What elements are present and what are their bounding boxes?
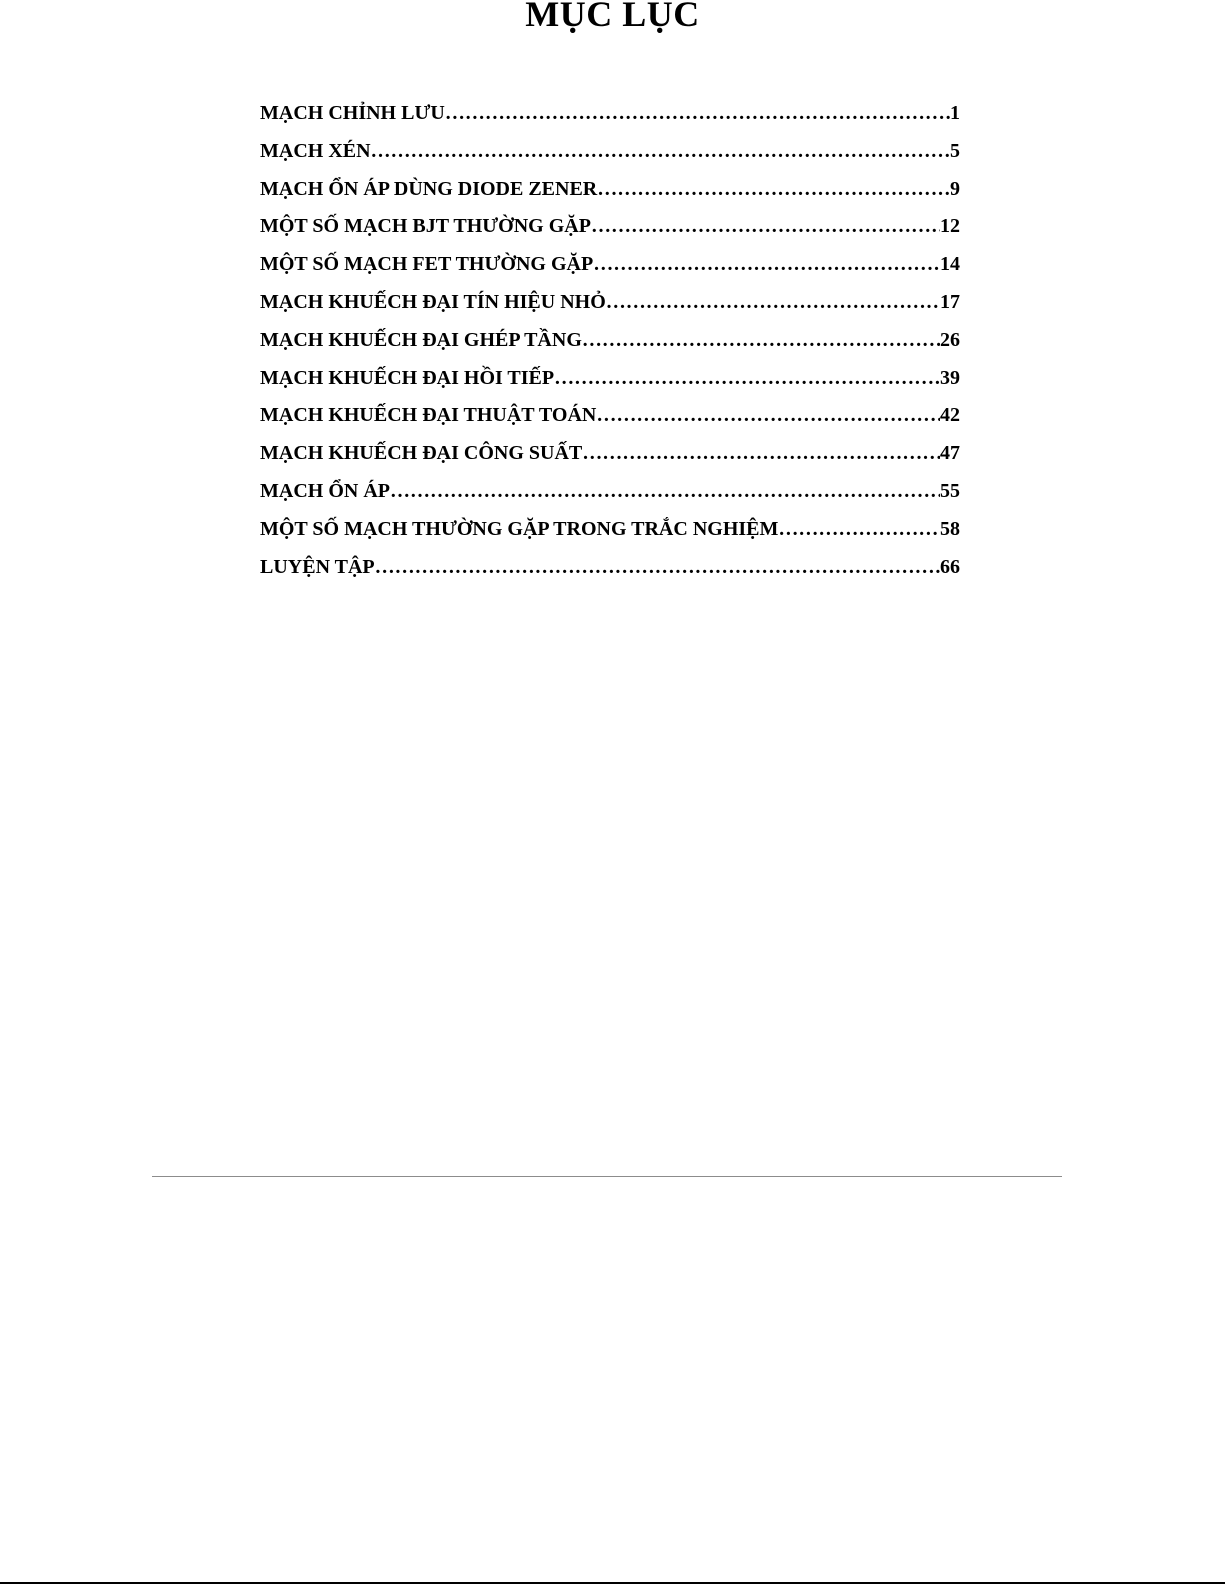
toc-entry-label: MẠCH KHUẾCH ĐẠI GHÉP TẦNG — [260, 328, 582, 351]
toc-entry-page-number: 5 — [950, 139, 960, 162]
toc-entry-page-number: 58 — [940, 517, 960, 540]
toc-dot-leader — [778, 514, 940, 544]
toc-entry-label: MỘT SỐ MẠCH BJT THƯỜNG GẶP — [260, 215, 591, 238]
toc-entry-label: MẠCH CHỈNH LƯU — [260, 102, 445, 124]
toc-entry-page-number: 55 — [940, 479, 960, 502]
toc-dot-leader — [554, 363, 940, 393]
toc-entry[interactable] — [260, 136, 960, 174]
toc-entry[interactable] — [260, 363, 960, 401]
toc-entry-page-number: 47 — [940, 442, 960, 465]
footer-divider — [152, 1176, 1062, 1177]
toc-entry-label: MẠCH KHUẾCH ĐẠI THUẬT TOÁN — [260, 404, 597, 427]
toc-entry-label: LUYỆN TẬP — [260, 555, 375, 578]
toc-dot-leader — [597, 174, 950, 204]
toc-entry[interactable] — [260, 211, 960, 249]
toc-entry[interactable] — [260, 174, 960, 212]
toc-entry-label: MẠCH ỔN ÁP — [260, 479, 390, 502]
toc-entry[interactable] — [260, 400, 960, 438]
toc-entry[interactable] — [260, 514, 960, 552]
toc-entry[interactable] — [260, 438, 960, 476]
toc-entry-page-number: 14 — [940, 253, 960, 276]
toc-dot-leader — [582, 438, 940, 468]
toc-entry-label: MỘT SỐ MẠCH THƯỜNG GẶP TRONG TRẮC NGHIỆM — [260, 517, 779, 540]
toc-entry-page-number: 17 — [940, 290, 960, 313]
toc-dot-leader — [445, 98, 950, 128]
toc-entry-label: MẠCH ỔN ÁP DÙNG DIODE ZENER — [260, 177, 598, 200]
toc-entry-page-number: 66 — [940, 555, 960, 578]
toc-dot-leader — [375, 552, 940, 582]
toc-entry-label: MẠCH KHUẾCH ĐẠI HỒI TIẾP — [260, 366, 555, 389]
toc-entry-label: MỘT SỐ MẠCH FET THƯỜNG GẶP — [260, 253, 594, 276]
toc-dot-leader — [390, 476, 940, 506]
page-title: MỤC LỤC — [525, 0, 700, 34]
toc-dot-leader — [371, 136, 950, 166]
toc-entry-page-number: 39 — [940, 366, 960, 389]
toc-dot-leader — [582, 325, 940, 355]
toc-entry-page-number: 12 — [940, 215, 960, 238]
toc-entry-page-number: 1 — [950, 102, 960, 124]
toc-entry-label: MẠCH KHUẾCH ĐẠI CÔNG SUẤT — [260, 442, 583, 465]
toc-entry-label: MẠCH KHUẾCH ĐẠI TÍN HIỆU NHỎ — [260, 290, 606, 313]
toc-dot-leader — [591, 211, 940, 241]
toc-entry-page-number: 42 — [940, 404, 960, 427]
toc-entry[interactable] — [260, 325, 960, 363]
toc-entry[interactable] — [260, 249, 960, 287]
toc-entry-page-number: 9 — [950, 177, 960, 200]
toc-entry[interactable] — [260, 98, 960, 136]
toc-dot-leader — [596, 400, 940, 430]
toc-entry[interactable] — [260, 476, 960, 514]
toc-entry-label: MẠCH XÉN — [260, 139, 371, 162]
toc-entry[interactable] — [260, 287, 960, 325]
table-of-contents — [260, 98, 960, 589]
page-bottom-edge — [0, 1582, 1225, 1584]
toc-entry[interactable] — [260, 552, 960, 590]
toc-dot-leader — [593, 249, 940, 279]
toc-dot-leader — [606, 287, 940, 317]
toc-entry-page-number: 26 — [940, 328, 960, 351]
